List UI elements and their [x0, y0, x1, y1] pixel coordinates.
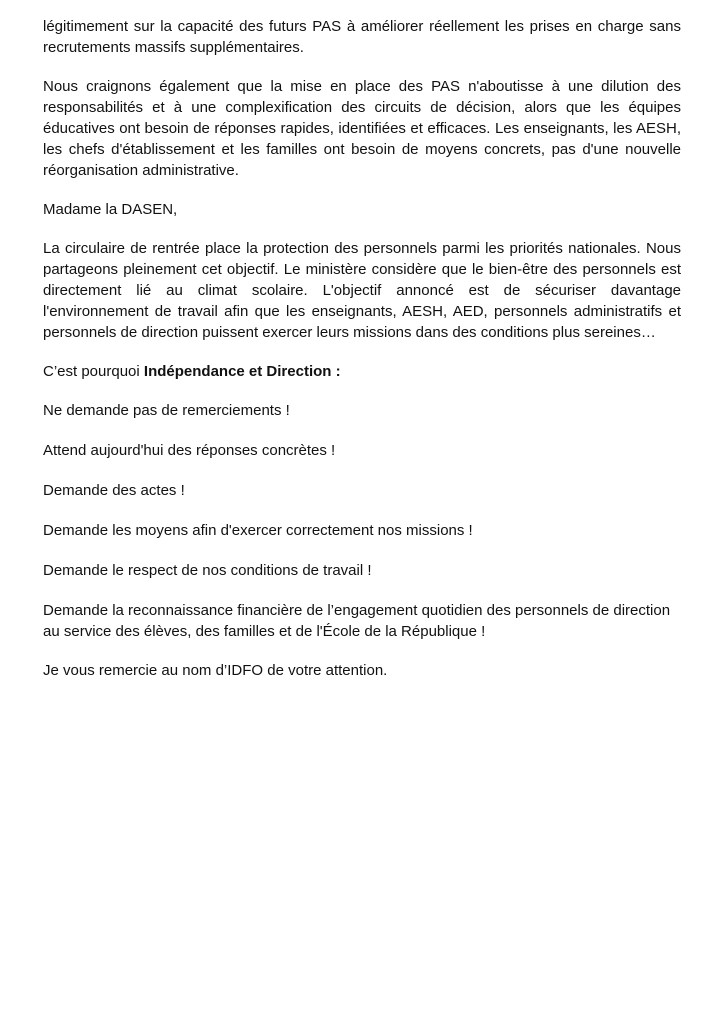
demand-actions: Demande des actes !	[43, 482, 185, 499]
cest-pourquoi-text: C’est pourquoi	[43, 363, 144, 380]
paragraph-pas-capacity: légitimement sur la capacité des futurs PAS à améliorer réellement les prises en charge sans recrutements massifs supplémentaires.	[43, 18, 681, 56]
demand-working-conditions: Demande le respect de nos conditions de travail !	[43, 562, 372, 579]
salutation-dasen: Madame la DASEN,	[43, 201, 178, 218]
document-body	[43, 16, 681, 699]
closing-thanks: Je vous remercie au nom d’IDFO de votre attention.	[43, 662, 388, 679]
demand-financial-recognition: Demande la reconnaissance financière de l’engagement quotidien des personnels de direction au service des élèves, des familles et de l'École de la République !	[43, 602, 671, 640]
demand-means: Demande les moyens afin d'exercer correctement nos missions !	[43, 522, 473, 539]
paragraph-cest-pourquoi	[43, 361, 681, 382]
organisation-name: Indépendance et Direction :	[143, 363, 341, 380]
demand-no-thanks: Ne demande pas de remerciements !	[43, 402, 290, 419]
paragraph-dilution-concern: Nous craignons également que la mise en place des PAS n'aboutisse à une dilution des responsabilités et à une complexification des circuits de décision, alors que les équipes éducatives ont besoin de réponses rapides, identifiées et efficaces. Les enseignants, les AESH, les chefs d'établissement et les familles ont besoin de moyens concrets, pas d'une nouvelle réorganisation administrative.	[43, 78, 681, 179]
demand-concrete-answers: Attend aujourd'hui des réponses concrètes !	[43, 442, 336, 459]
paragraph-circulaire: La circulaire de rentrée place la protection des personnels parmi les priorités nationales. Nous partageons pleinement cet objectif. Le ministère considère que le bien-être des personnels est directement lié au climat scolaire. L'objectif annoncé est de sécuriser davantage l'environnement de travail afin que les enseignants, AESH, AED, personnels administratifs et personnels de direction puissent exercer leurs missions dans des conditions plus sereines…	[43, 240, 681, 341]
